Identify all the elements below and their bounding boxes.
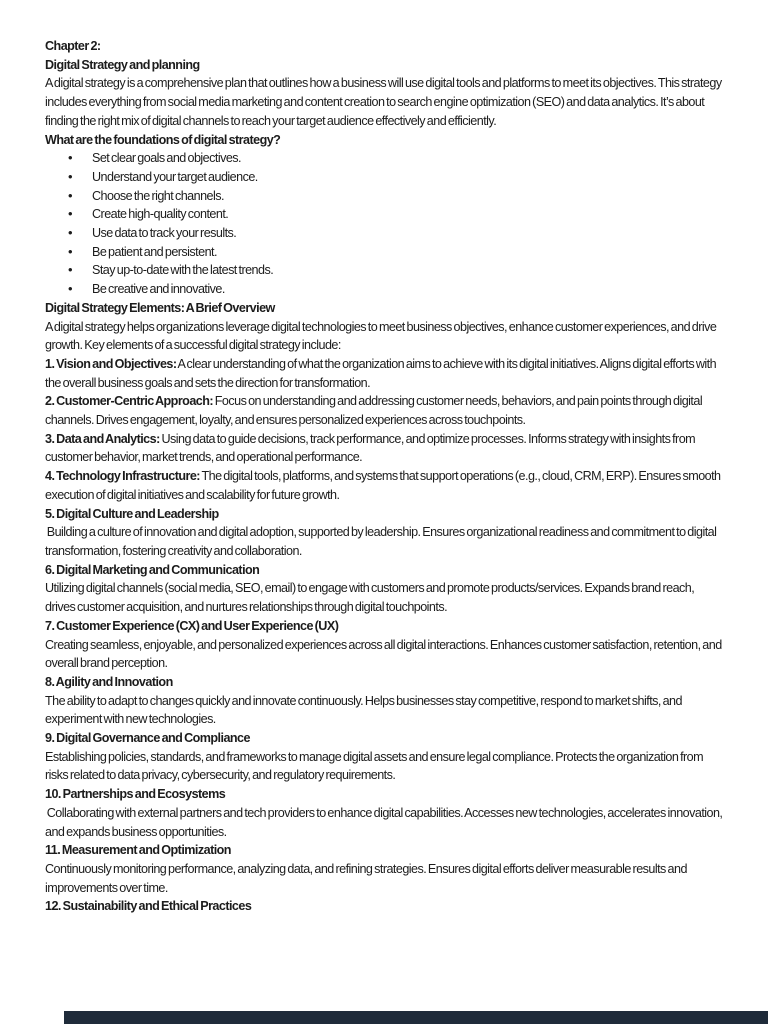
section-heading: 6. Digital Marketing and Communication [45, 562, 260, 577]
paragraph: Continuously monitoring performance, analyzing data, and refining strategies. Ensures digital efforts deliver measurable results and improvements over time. [45, 861, 689, 895]
bullet-item: • Understand your target audience. [68, 168, 726, 187]
paragraph: Utilizing digital channels (social media, SEO, email) to engage with customers and promote products/services. Expands brand reach, drives customer acquisition, and nurtures relationships through digital touchpoints. [45, 581, 696, 615]
numbered-item-lead: 4. Technology Infrastructure: [45, 469, 200, 484]
numbered-item [45, 467, 726, 504]
section-heading: 12. Sustainability and Ethical Practices [45, 899, 252, 914]
numbered-item-lead: 3. Data and Analytics: [45, 431, 160, 446]
section-heading: 10. Partnerships and Ecosystems [45, 787, 226, 802]
bullet-item: • Use data to track your results. [68, 224, 726, 243]
section-heading: Digital Strategy Elements: A Brief Overview [45, 300, 275, 315]
section-heading: 11. Measurement and Optimization [45, 843, 231, 858]
bullet-item: • Set clear goals and objectives. [68, 149, 726, 168]
viewer-bottom-bar [64, 1011, 768, 1024]
paragraph: Establishing policies, standards, and frameworks to manage digital assets and ensure legal compliance. Protects the organization from risks related to data privacy, cybersecurity, and regulatory requirements. [45, 749, 705, 783]
bullet-item: • Be patient and persistent. [68, 243, 726, 262]
numbered-item-lead: 2. Customer-Centric Approach: [45, 394, 214, 409]
paragraph: A digital strategy is a comprehensive plan that outlines how a business will use digital tools and platforms to meet its objectives. This strategy includes everything from social media marketing and content creation to search engine optimization (SEO) and data analytics. It’s about finding the right mix of digital channels to reach your target audience effectively and efficiently. [45, 76, 724, 128]
section-heading: 7. Customer Experience (CX) and User Experience (UX) [45, 618, 339, 633]
numbered-item-text: A clear understanding of what the organization aims to achieve with its digital initiatives. Aligns digital efforts with the overall business goals and sets the direction for transformation. [45, 356, 718, 390]
section-heading: 8. Agility and Innovation [45, 674, 173, 689]
section-heading: What are the foundations of digital strategy? [45, 132, 281, 147]
paragraph: A digital strategy helps organizations leverage digital technologies to meet business objectives, enhance customer experiences, and drive growth. Key elements of a successful digital strategy include: [45, 319, 719, 353]
document-body [45, 37, 726, 916]
paragraph: The ability to adapt to changes quickly and innovate continuously. Helps businesses stay competitive, respond to market shifts, and experiment with new technologies. [45, 693, 684, 727]
numbered-item [45, 392, 726, 429]
numbered-item [45, 355, 726, 392]
numbered-item-lead: 1. Vision and Objectives: [45, 356, 177, 371]
bullet-item: • Create high-quality content. [68, 205, 726, 224]
numbered-item-text: The digital tools, platforms, and systems that support operations (e.g., cloud, CRM, ERP). Ensures smooth execution of digital initiatives and scalability for future growth. [45, 469, 723, 502]
section-heading: 9. Digital Governance and Compliance [45, 731, 250, 746]
section-heading: 5. Digital Culture and Leadership [45, 506, 219, 521]
paragraph: Creating seamless, enjoyable, and personalized experiences across all digital interactions. Enhances customer satisfaction, retention, and overall brand perception. [45, 637, 724, 671]
bullet-item: • Be creative and innovative. [68, 280, 726, 299]
bullet-list [45, 149, 726, 299]
paragraph: Collaborating with external partners and tech providers to enhance digital capabilities. Accesses new technologies, accelerates innovation, and expands business opportunities. [45, 805, 725, 839]
numbered-item-text: Using data to guide decisions, track performance, and optimize processes. Informs strategy with insights from customer behavior, market trends, and operational performance. [45, 431, 697, 465]
paragraph: Building a culture of innovation and digital adoption, supported by leadership. Ensures organizational readiness and commitment to digital transformation, fostering creativity and collaboration. [45, 525, 719, 558]
bullet-item: • Choose the right channels. [68, 187, 726, 206]
bullet-item: • Stay up-to-date with the latest trends. [68, 261, 726, 280]
numbered-item-text: Focus on understanding and addressing customer needs, behaviors, and pain points through digital channels. Drives engagement, loyalty, and ensures personalized experiences across touchpoints. [45, 394, 704, 428]
section-heading: Chapter 2: [45, 39, 101, 53]
numbered-item [45, 430, 726, 467]
section-heading: Digital Strategy and planning [45, 57, 200, 72]
